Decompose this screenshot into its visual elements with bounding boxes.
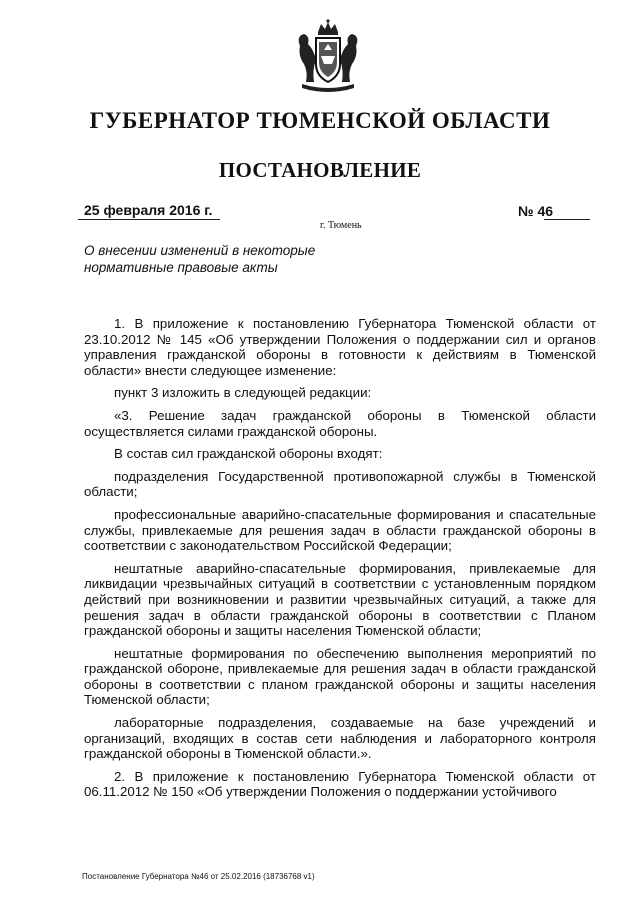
body-paragraph: нештатные формирования по обеспечению выполнения мероприятий по гражданской обороне, привлекаемые для решения задач в области гражданской обороны в соответствии с планом гражданской обороны и защиты населения Тюменской области; (84, 645, 596, 708)
body-paragraph: нештатные аварийно-спасательные формирования, привлекаемые для ликвидации чрезвычайных ситуаций в соответствии с установленным порядком действий при возникновении и развитии чрезвычайных ситуаций, а также для решения задач в области гражданской обороны в соответствии с Планом гражданской обороны и защиты населения Тюменской области; (84, 560, 596, 639)
number-underline (544, 219, 590, 220)
body-paragraph: подразделения Государственной противопожарной службы в Тюменской области; (84, 468, 596, 500)
document-footer: Постановление Губернатора №46 от 25.02.2016 (18736768 v1) (82, 872, 315, 881)
body-paragraph: профессиональные аварийно-спасательные формирования и спасательные службы, привлекаемые для решения задач в области гражданской обороны в соответствии с законодательством Российской Федерации; (84, 506, 596, 554)
body-paragraph: «3. Решение задач гражданской обороны в Тюменской области осуществляется силами гражданской обороны. (84, 407, 596, 439)
document-city: г. Тюмень (320, 220, 362, 231)
body-paragraph: лабораторные подразделения, создаваемые на базе учреждений и организаций, входящих в состав сети наблюдения и лабораторного контроля гражданской обороны в Тюменской области.». (84, 715, 596, 762)
document-number: № 46 (518, 203, 554, 219)
organization-title: ГУБЕРНАТОР ТЮМЕНСКОЙ ОБЛАСТИ (89, 108, 551, 133)
subject-line: О внесении изменений в некоторые (84, 243, 316, 258)
subject-line: нормативные правовые акты (84, 260, 278, 275)
coat-of-arms-icon (288, 16, 368, 96)
body-paragraph: В состав сил гражданской обороны входят: (114, 446, 383, 462)
body-paragraph: 2. В приложение к постановлению Губернатора Тюменской области от 06.11.2012 № 150 «Об утверждении Положения о поддержании устойчивого (84, 768, 596, 800)
body-paragraph: пункт 3 изложить в следующей редакции: (114, 385, 372, 401)
document-type-title: ПОСТАНОВЛЕНИЕ (218, 158, 422, 182)
document-date: 25 февраля 2016 г. (84, 202, 213, 218)
document-subject (84, 242, 364, 276)
date-underline (78, 219, 220, 220)
document-body (84, 316, 596, 807)
body-paragraph: 1. В приложение к постановлению Губернатора Тюменской области от 23.10.2012 № 145 «Об утверждении Положения о поддержании сил и органов управления гражданской обороны в готовности к действиям в Тюменской области» внести следующее изменение: (84, 316, 596, 378)
